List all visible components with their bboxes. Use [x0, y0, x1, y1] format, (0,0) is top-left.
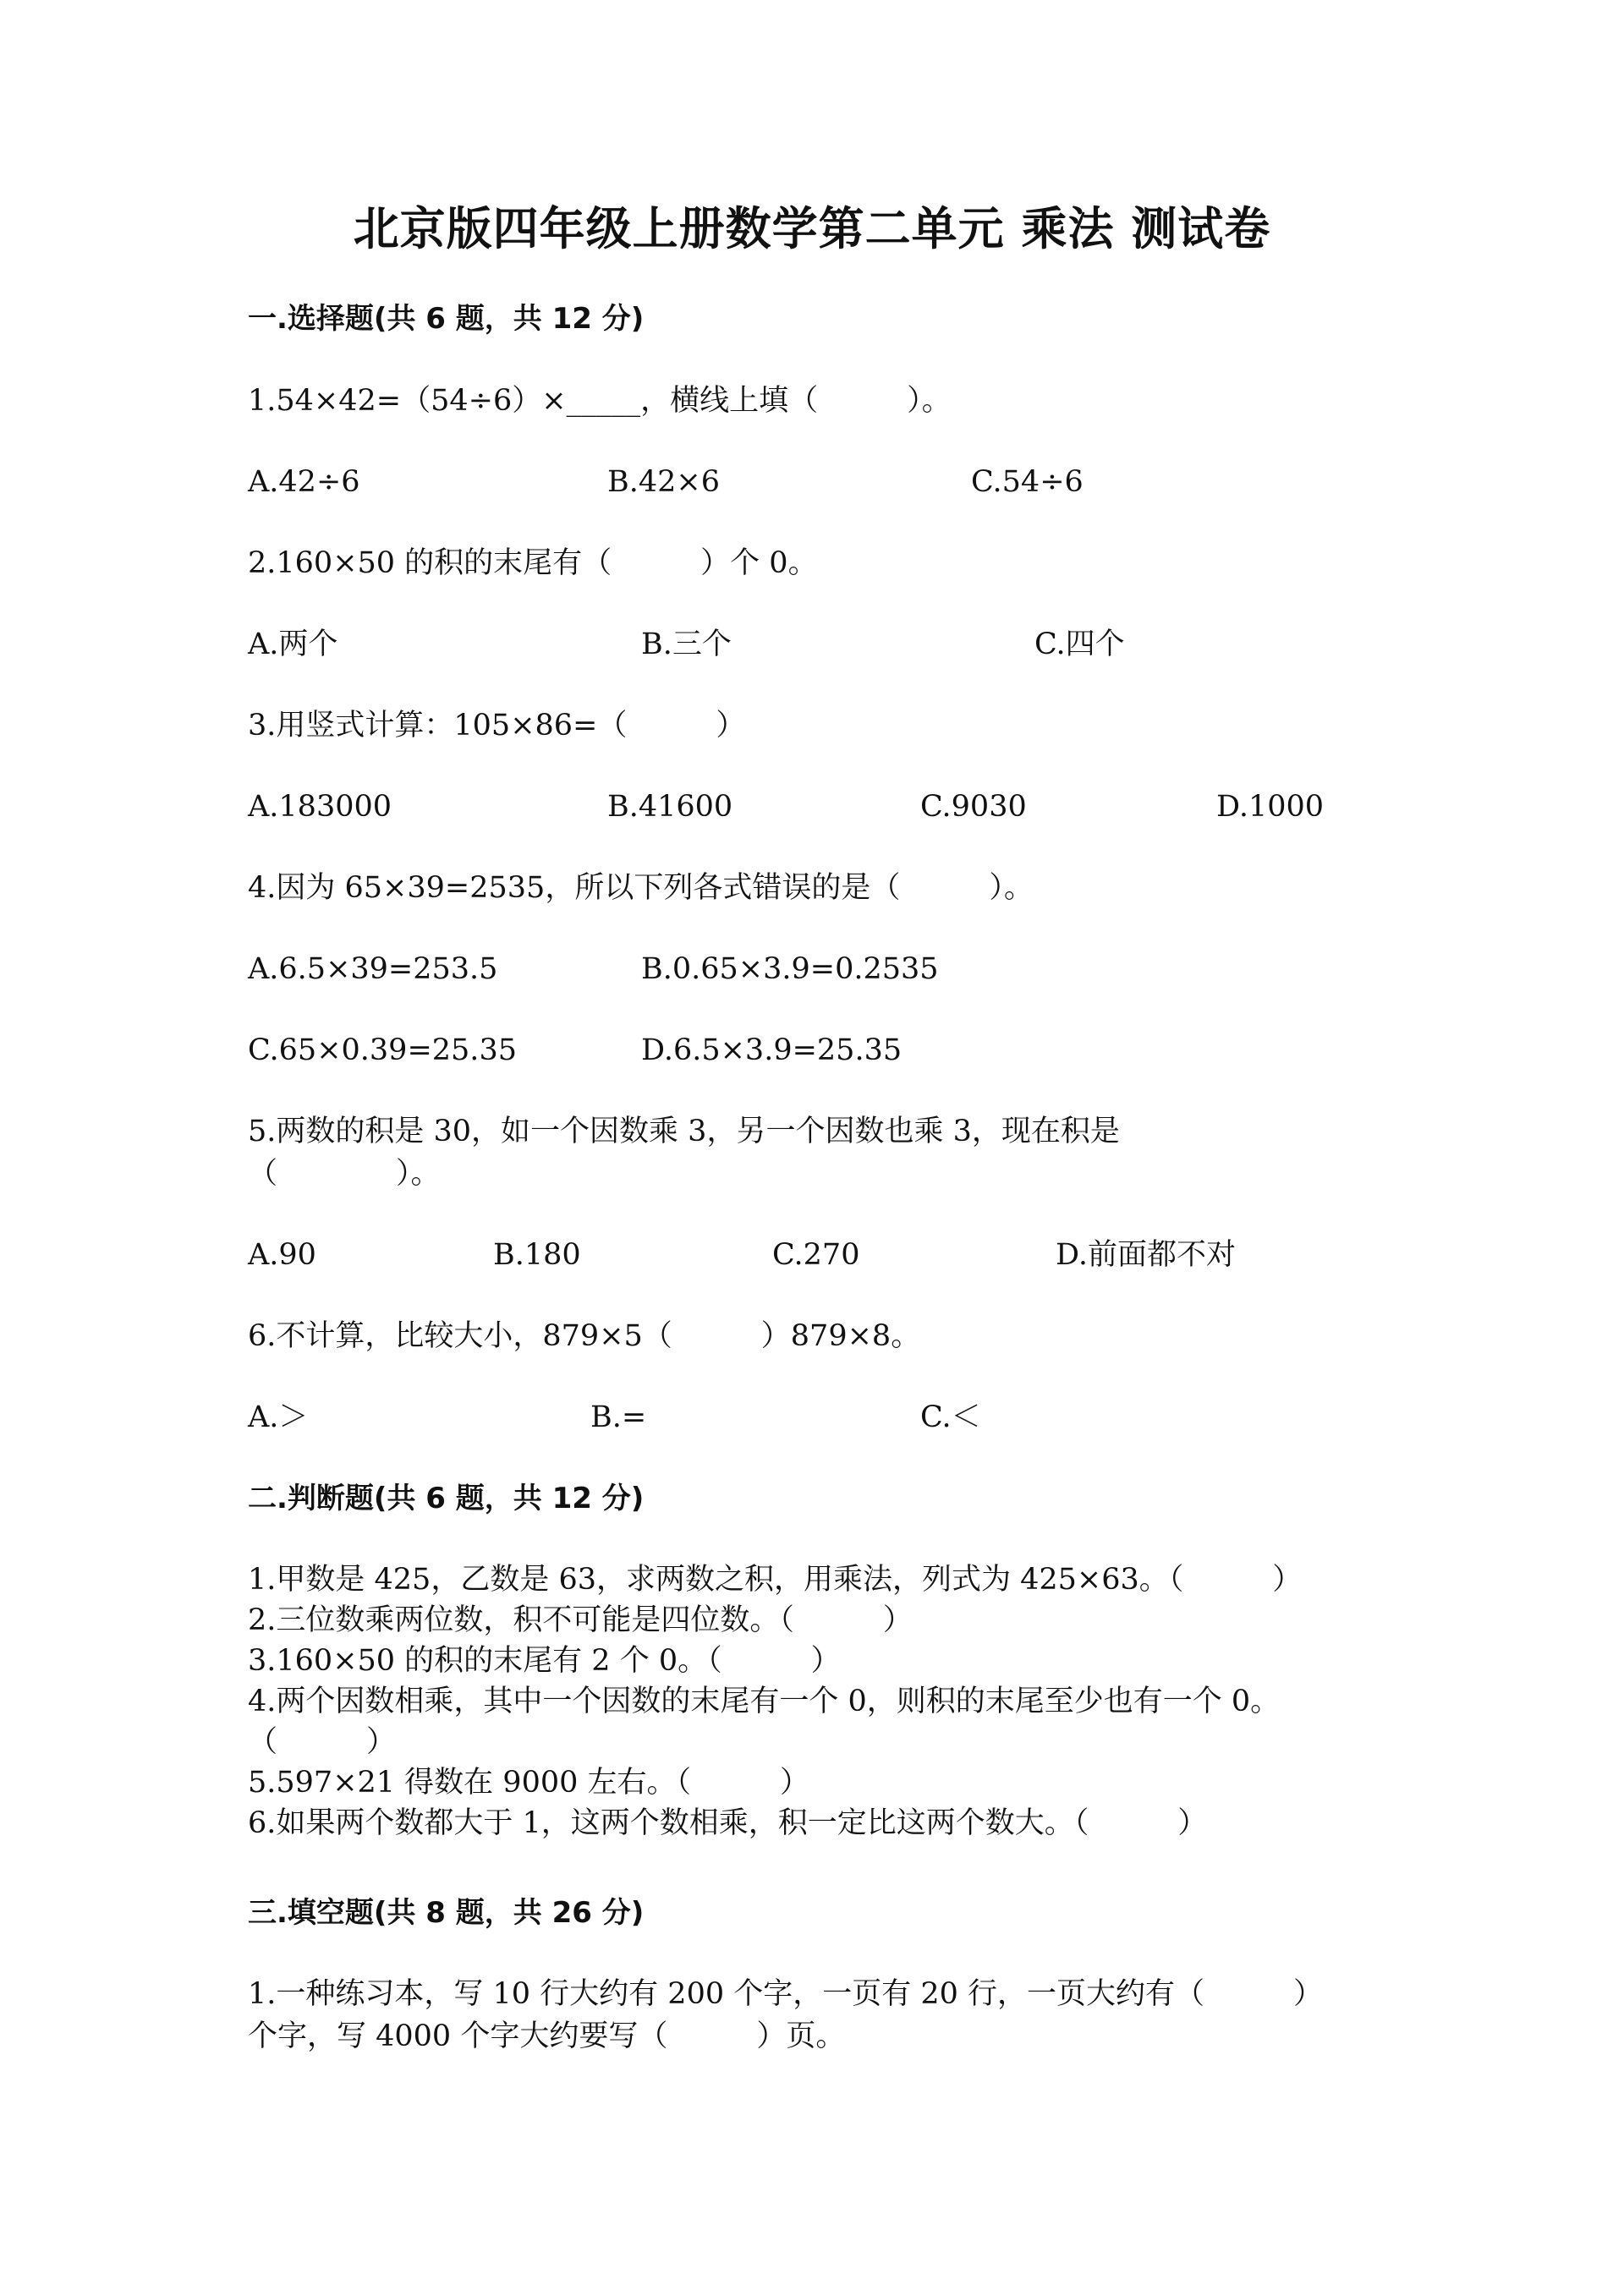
choice-q2-option-b: B.三个 [641, 627, 732, 661]
choice-q5-option-c: C.270 [772, 1238, 860, 1272]
choice-question-2: 2.160×50 的积的末尾有（ ）个 0。 [248, 546, 818, 580]
choice-q4-option-a: A.6.5×39=253.5 [248, 952, 498, 986]
choice-q5-option-d: D.前面都不对 [1056, 1238, 1236, 1272]
choice-question-5-line1: 5.两数的积是 30，如一个因数乘 3，另一个因数也乘 3，现在积是 [248, 1115, 1120, 1148]
choice-q2-option-c: C.四个 [1034, 627, 1125, 661]
choice-q6-option-b: B.= [590, 1400, 647, 1434]
choice-question-4: 4.因为 65×39=2535，所以下列各式错误的是（ ）。 [248, 871, 1034, 905]
section-heading-judgment: 二.判断题(共 6 题，共 12 分) [248, 1482, 645, 1515]
choice-q3-option-c: C.9030 [920, 790, 1027, 824]
section-heading-choice: 一.选择题(共 6 题，共 12 分) [248, 302, 645, 336]
judgment-line-5: 5.597×21 得数在 9000 左右。（ ） [248, 1766, 810, 1800]
judgment-line-6: 6.如果两个数都大于 1，这两个数相乘，积一定比这两个数大。（ ） [248, 1806, 1208, 1840]
fill-line-1: 1.一种练习本，写 10 行大约有 200 个字，一页有 20 行，一页大约有（ ） [248, 1977, 1324, 2011]
section-heading-fill: 三.填空题(共 8 题，共 26 分) [248, 1896, 645, 1930]
choice-q1-option-c: C.54÷6 [971, 465, 1084, 499]
choice-question-5-line2: （ ）。 [248, 1157, 441, 1191]
choice-question-3: 3.用竖式计算：105×86=（ ） [248, 709, 746, 743]
choice-q6-option-c: C.＜ [920, 1400, 981, 1434]
choice-q4-option-c: C.65×0.39=25.35 [248, 1033, 517, 1067]
judgment-line-4: 4.两个因数相乘，其中一个因数的末尾有一个 0，则积的末尾至少也有一个 0。 [248, 1685, 1281, 1718]
judgment-line-4-cont: （ ） [248, 1725, 397, 1759]
fill-line-1-cont: 个字，写 4000 个字大约要写（ ）页。 [248, 2019, 846, 2053]
choice-q1-option-b: B.42×6 [607, 465, 720, 499]
choice-q1-option-a: A.42÷6 [248, 465, 360, 499]
choice-q6-option-a: A.＞ [248, 1400, 309, 1434]
choice-q5-option-a: A.90 [248, 1238, 316, 1272]
choice-q5-option-b: B.180 [493, 1238, 581, 1272]
page-title: 北京版四年级上册数学第二单元 乘法 测试卷 [353, 202, 1271, 255]
choice-q2-option-a: A.两个 [248, 627, 338, 661]
choice-q3-option-a: A.183000 [248, 790, 392, 824]
choice-q3-option-d: D.1000 [1216, 790, 1325, 824]
judgment-line-2: 2.三位数乘两位数，积不可能是四位数。（ ） [248, 1603, 913, 1637]
choice-question-1: 1.54×42=（54÷6）×_____，横线上填（ ）。 [248, 384, 952, 418]
judgment-line-1: 1.甲数是 425，乙数是 63，求两数之积，用乘法，列式为 425×63。（ ） [248, 1563, 1303, 1597]
choice-q4-option-d: D.6.5×3.9=25.35 [641, 1033, 903, 1067]
choice-q3-option-b: B.41600 [607, 790, 733, 824]
judgment-line-3: 3.160×50 的积的末尾有 2 个 0。（ ） [248, 1644, 841, 1678]
choice-question-6: 6.不计算，比较大小，879×5（ ）879×8。 [248, 1319, 921, 1353]
choice-q4-option-b: B.0.65×3.9=0.2535 [641, 952, 939, 986]
